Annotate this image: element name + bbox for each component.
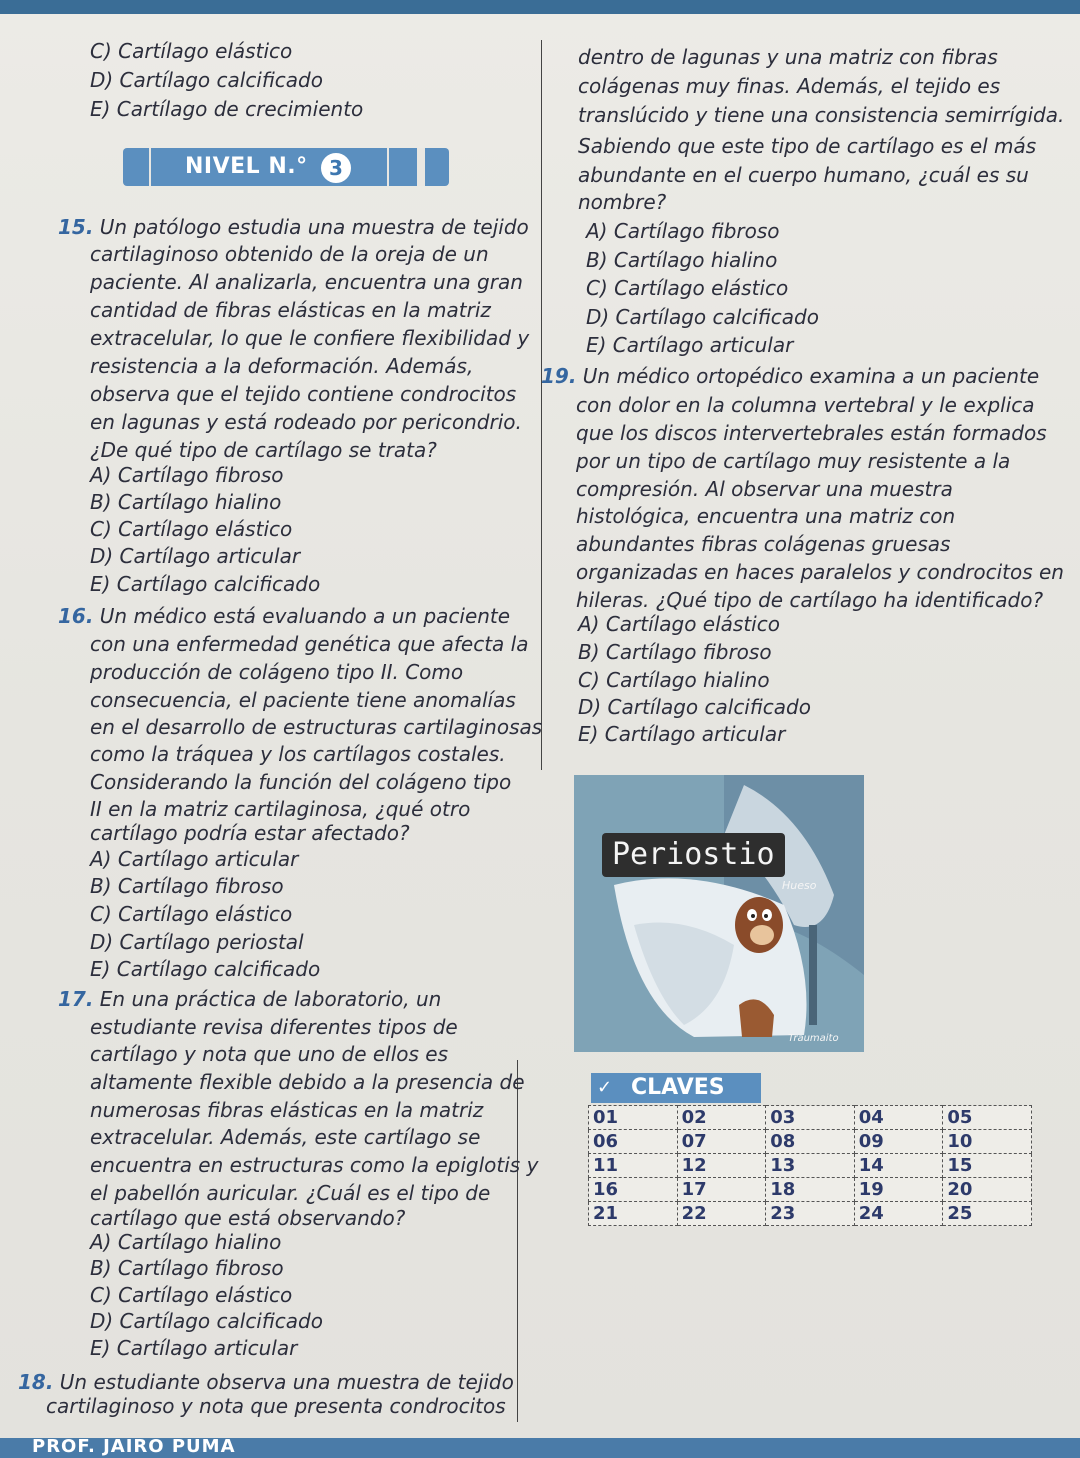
q16-option-d: D) Cartílago periostal	[90, 930, 304, 954]
meme-title: Periostio	[602, 833, 785, 877]
q16-line-6: como la tráquea y los cartílagos costales.	[90, 742, 506, 766]
q17-line-1: 17. En una práctica de laboratorio, un	[58, 987, 442, 1011]
keys-cell: 23	[766, 1202, 855, 1226]
keys-row	[589, 1154, 1032, 1178]
q18-cont-line-2: colágenas muy finas. Además, el tejido es	[578, 74, 1001, 98]
q19-number: 19.	[541, 364, 577, 388]
q16-line-7: Considerando la función del colágeno tipo	[90, 770, 512, 794]
q19-line-5: compresión. Al observar una muestra	[576, 477, 953, 501]
keys-cell: 14	[854, 1154, 943, 1178]
keys-row	[589, 1178, 1032, 1202]
q15-option-e: E) Cartílago calcificado	[90, 572, 321, 596]
q15-line-3: paciente. Al analizarla, encuentra una gran	[90, 270, 523, 294]
meme-illustration	[574, 775, 864, 1052]
keys-cell: 20	[943, 1178, 1032, 1202]
keys-cell: 02	[677, 1106, 766, 1130]
q16-option-e: E) Cartílago calcificado	[90, 957, 321, 981]
column-divider	[541, 40, 542, 770]
q19-option-b: B) Cartílago fibroso	[578, 640, 772, 664]
prev-option-e: E) Cartílago de crecimiento	[90, 97, 364, 121]
check-icon: ✓	[597, 1077, 613, 1098]
keys-cell: 19	[854, 1178, 943, 1202]
q17-line-5: numerosas fibras elásticas en la matriz	[90, 1098, 484, 1122]
q17-line-8: el pabellón auricular. ¿Cuál es el tipo de	[90, 1181, 491, 1205]
q15-line-4: cantidad de fibras elásticas en la matriz	[90, 298, 491, 322]
q15-number: 15.	[58, 215, 94, 239]
q15-option-b: B) Cartílago hialino	[90, 490, 282, 514]
keys-cell: 21	[589, 1202, 678, 1226]
q19-line-4: por un tipo de cartílago muy resistente a la	[576, 449, 1011, 473]
keys-cell: 18	[766, 1178, 855, 1202]
q17-line-9: cartílago que está observando?	[90, 1206, 406, 1230]
column-divider-lower	[517, 1060, 518, 1422]
keys-cell: 15	[943, 1154, 1032, 1178]
q18-cont-line-3: translúcido y tiene una consistencia semirrígida.	[578, 103, 1065, 127]
keys-cell: 10	[943, 1130, 1032, 1154]
q17-line-4: altamente flexible debido a la presencia de	[90, 1070, 525, 1094]
q18-option-e: E) Cartílago articular	[586, 333, 794, 357]
keys-cell: 25	[943, 1202, 1032, 1226]
q16-option-a: A) Cartílago articular	[90, 847, 299, 871]
keys-row	[589, 1106, 1032, 1130]
q18-option-d: D) Cartílago calcificado	[586, 305, 819, 329]
q19-line-7: abundantes fibras colágenas gruesas	[576, 532, 951, 556]
q15-line-8: en lagunas y está rodeado por pericondrio.	[90, 410, 522, 434]
q19-line-8: organizadas en haces paralelos y condrocitos en	[576, 560, 1064, 584]
footer-author: PROF. JAIRO PUMA	[32, 1436, 236, 1457]
q16-option-c: C) Cartílago elástico	[90, 902, 293, 926]
q15-line-1: 15. Un patólogo estudia una muestra de tejido	[58, 215, 529, 239]
q16-line-9: cartílago podría estar afectado?	[90, 821, 410, 845]
keys-cell: 07	[677, 1130, 766, 1154]
keys-cell: 05	[943, 1106, 1032, 1130]
q17-option-b: B) Cartílago fibroso	[90, 1256, 284, 1280]
meme-label-bone: Hueso	[782, 879, 817, 892]
keys-cell: 24	[854, 1202, 943, 1226]
q18-line-1: 18. Un estudiante observa una muestra de tejido	[18, 1370, 514, 1394]
q17-number: 17.	[58, 987, 94, 1011]
keys-row	[589, 1130, 1032, 1154]
level-label: NIVEL N.°	[185, 154, 308, 179]
q16-line-1: 16. Un médico está evaluando a un paciente	[58, 604, 511, 628]
q16-option-b: B) Cartílago fibroso	[90, 874, 284, 898]
q15-line-7: observa que el tejido contiene condrocitos	[90, 382, 517, 406]
q18-cont-line-1: dentro de lagunas y una matriz con fibras	[578, 45, 998, 69]
q19-option-e: E) Cartílago articular	[578, 722, 786, 746]
q15-option-a: A) Cartílago fibroso	[90, 463, 284, 487]
q17-line-7: encuentra en estructuras como la epiglotis y	[90, 1153, 539, 1177]
level-banner	[123, 148, 449, 186]
q19-line-3: que los discos intervertebrales están formados	[576, 421, 1047, 445]
q19-line-1: 19. Un médico ortopédico examina a un paciente	[541, 364, 1040, 388]
q17-option-e: E) Cartílago articular	[90, 1336, 298, 1360]
q16-line-5: en el desarrollo de estructuras cartilaginosas	[90, 715, 543, 739]
keys-cell: 01	[589, 1106, 678, 1130]
q19-line-9: hileras. ¿Qué tipo de cartílago ha identificado?	[576, 588, 1044, 612]
q16-line-4: consecuencia, el paciente tiene anomalías	[90, 688, 516, 712]
keys-cell: 03	[766, 1106, 855, 1130]
keys-header	[591, 1073, 761, 1103]
keys-cell: 17	[677, 1178, 766, 1202]
keys-cell: 16	[589, 1178, 678, 1202]
keys-cell: 13	[766, 1154, 855, 1178]
prev-option-d: D) Cartílago calcificado	[90, 68, 323, 92]
meme-image	[574, 775, 864, 1052]
keys-row	[589, 1202, 1032, 1226]
q18-line-2: cartilaginoso y nota que presenta condrocitos	[46, 1394, 506, 1418]
q16-number: 16.	[58, 604, 94, 628]
q16-line-2: con una enfermedad genética que afecta la	[90, 632, 529, 656]
q17-option-c: C) Cartílago elástico	[90, 1283, 293, 1307]
q19-option-a: A) Cartílago elástico	[578, 612, 780, 636]
q19-line-6: histológica, encuentra una matriz con	[576, 504, 956, 528]
q18-option-b: B) Cartílago hialino	[586, 248, 778, 272]
q19-option-c: C) Cartílago hialino	[578, 668, 770, 692]
q18-option-a: A) Cartílago fibroso	[586, 219, 780, 243]
q18-number: 18.	[18, 1370, 54, 1394]
top-bar	[0, 0, 1080, 14]
q16-line-3: producción de colágeno tipo II. Como	[90, 660, 464, 684]
meme-label-trauma: Traumaito	[788, 1033, 839, 1044]
q18-cont-line-6: nombre?	[578, 190, 667, 214]
q18-cont-line-5: abundante en el cuerpo humano, ¿cuál es su	[578, 163, 1029, 187]
keys-cell: 11	[589, 1154, 678, 1178]
q15-line-2: cartilaginoso obtenido de la oreja de un	[90, 242, 489, 266]
keys-cell: 04	[854, 1106, 943, 1130]
q17-option-a: A) Cartílago hialino	[90, 1230, 282, 1254]
q18-cont-line-4: Sabiendo que este tipo de cartílago es el más	[578, 134, 1037, 158]
prev-option-c: C) Cartílago elástico	[90, 39, 293, 63]
q15-line-5: extracelular, lo que le confiere flexibilidad y	[90, 326, 530, 350]
keys-cell: 22	[677, 1202, 766, 1226]
keys-cell: 12	[677, 1154, 766, 1178]
q18-option-c: C) Cartílago elástico	[586, 276, 789, 300]
q17-line-6: extracelular. Además, este cartílago se	[90, 1125, 481, 1149]
keys-cell: 08	[766, 1130, 855, 1154]
q17-line-2: estudiante revisa diferentes tipos de	[90, 1015, 458, 1039]
q15-option-d: D) Cartílago articular	[90, 544, 301, 568]
q16-line-8: II en la matriz cartilaginosa, ¿qué otro	[90, 797, 471, 821]
keys-cell: 09	[854, 1130, 943, 1154]
q15-line-6: resistencia a la deformación. Además,	[90, 354, 474, 378]
keys-table	[588, 1105, 1032, 1226]
q15-option-c: C) Cartílago elástico	[90, 517, 293, 541]
q19-line-2: con dolor en la columna vertebral y le explica	[576, 393, 1035, 417]
level-number-badge: 3	[319, 151, 353, 185]
keys-title: CLAVES	[631, 1075, 725, 1100]
q17-option-d: D) Cartílago calcificado	[90, 1309, 323, 1333]
q17-line-3: cartílago y nota que uno de ellos es	[90, 1042, 449, 1066]
keys-cell: 06	[589, 1130, 678, 1154]
q19-option-d: D) Cartílago calcificado	[578, 695, 811, 719]
q15-line-9: ¿De qué tipo de cartílago se trata?	[90, 438, 437, 462]
